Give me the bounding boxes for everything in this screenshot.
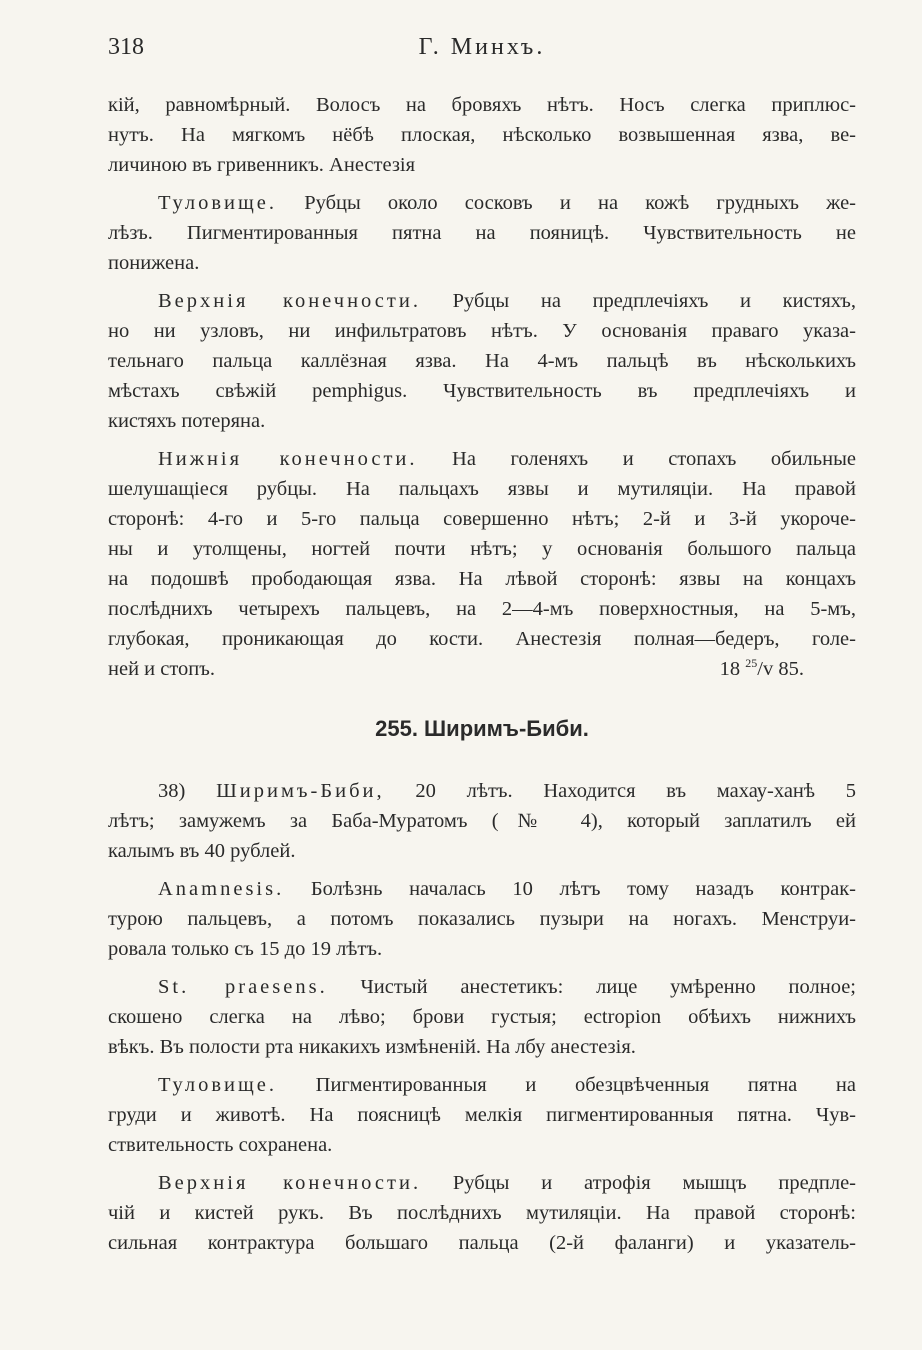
text-line: сторонѣ: 4-го и 5-го пальца совершенно нѣтъ; 2-й и 3-й укороче- [108,508,856,530]
page-number: 318 [108,34,144,60]
paragraph-upper-limbs-2 [108,1168,856,1258]
text-line: Верхнія конечности. Рубцы и атрофія мышцъ предпле- [158,1172,856,1194]
paragraph-upper-limbs [108,286,856,436]
text-line: калымъ въ 40 рублей. [108,840,296,862]
text-line: St. praesens. Чистый анестетикъ: лице умѣренно полное; [158,976,856,998]
section-lead: Туловище. [158,192,277,214]
text-line: шелушащіеся рубцы. На пальцахъ язвы и мутиляціи. На правой [108,478,856,500]
text-line: 38) Ширимъ-Биби, 20 лѣтъ. Находится въ махау-ханѣ 5 [158,780,856,802]
section-lead: Anamnesis. [158,878,285,900]
text-line: турою пальцевъ, а потомъ показались пузыри на ногахъ. Менструи- [108,908,856,930]
text-line: но ни узловъ, ни инфильтратовъ нѣтъ. У основанія праваго указа- [108,320,856,342]
section-lead: Туловище. [158,1074,277,1096]
text-line: тельнаго пальца каллёзная язва. На 4-мъ пальцѣ въ нѣсколькихъ [108,350,856,372]
paragraph-status-praesens [108,972,856,1062]
text-line: послѣднихъ четырехъ пальцевъ, на 2—4-мъ поверхностныя, на 5-мъ, [108,598,856,620]
text-line: груди и животѣ. На поясницѣ мелкія пигментированныя пятна. Чув- [108,1104,856,1126]
text-line: понижена. [108,252,200,274]
text-line: лѣтъ; замужемъ за Баба-Муратомъ (№ 4), который заплатилъ ей [108,810,856,832]
text-line: личиною въ гривенникъ. Анестезія [108,154,416,176]
text-line: Туловище. Пигментированныя и обезцвѣченныя пятна на [158,1074,856,1096]
text-line: ней и стопъ. 18 $^{25}$/v 85. [108,654,856,684]
text-line: мѣстахъ свѣжій pemphigus. Чувствительность въ предплечіяхъ и [108,380,856,402]
page-header [108,34,856,68]
section-lead: Верхнія конечности. [158,1172,422,1194]
text-line: кистяхъ потеряна. [108,410,266,432]
patient-name: Ширимъ-Биби, [216,780,385,802]
paragraph-lower-limbs [108,444,856,684]
section-lead: St. praesens. [158,976,328,998]
section-lead: Нижнія конечности. [158,448,418,470]
text-line: Туловище. Рубцы около сосковъ и на кожѣ грудныхъ же- [158,192,856,214]
text-line: кій, равномѣрный. Волосъ на бровяхъ нѣтъ. Носъ слегка приплюс- [108,94,856,116]
text-line: вѣкъ. Въ полости рта никакихъ измѣненій. На лбу анестезія. [108,1036,636,1058]
paragraph-patient-intro [108,776,856,866]
text-line: глубокая, проникающая до кости. Анестезія полная—бедеръ, голе- [108,628,856,650]
text-line: скошено слегка на лѣво; брови густыя; ectropion обѣихъ нижнихъ [108,1006,856,1028]
record-date: 18 $^{25}$/v 85. [719,656,804,680]
case-heading: 255. Ширимъ-Биби. [375,716,589,741]
text-line: лѣзъ. Пигментированныя пятна на пояницѣ. Чувствительность не [108,222,856,244]
page-body [108,90,856,1258]
running-title: Г. Минхъ. [418,34,546,60]
text-line: ствительность сохранена. [108,1134,333,1156]
text-line: на подошвѣ прободающая язва. На лѣвой сторонѣ: язвы на концахъ [108,568,856,590]
text-line: Верхнія конечности. Рубцы на предплечіяхъ и кистяхъ, [158,290,856,312]
text-line: Нижнія конечности. На голеняхъ и стопахъ обильные [158,448,856,470]
text-line: Anamnesis. Болѣзнь началась 10 лѣтъ тому назадъ контрак- [158,878,856,900]
section-lead: Верхнія конечности. [158,290,421,312]
text-line: ны и утолщены, ногтей почти нѣтъ; у основанія большого пальца [108,538,856,560]
paragraph-anamnesis [108,874,856,964]
paragraph-face [108,90,856,180]
text-line: чій и кистей рукъ. Въ послѣднихъ мутиляціи. На правой сторонѣ: [108,1202,856,1224]
paragraph-torso-2 [108,1070,856,1160]
text-line: ровала только съ 15 до 19 лѣтъ. [108,938,383,960]
paragraph-torso [108,188,856,278]
text-line: нутъ. На мягкомъ нёбѣ плоская, нѣсколько возвышенная язва, ве- [108,124,856,146]
text-line: сильная контрактура большаго пальца (2-й фаланги) и указатель- [108,1232,856,1254]
